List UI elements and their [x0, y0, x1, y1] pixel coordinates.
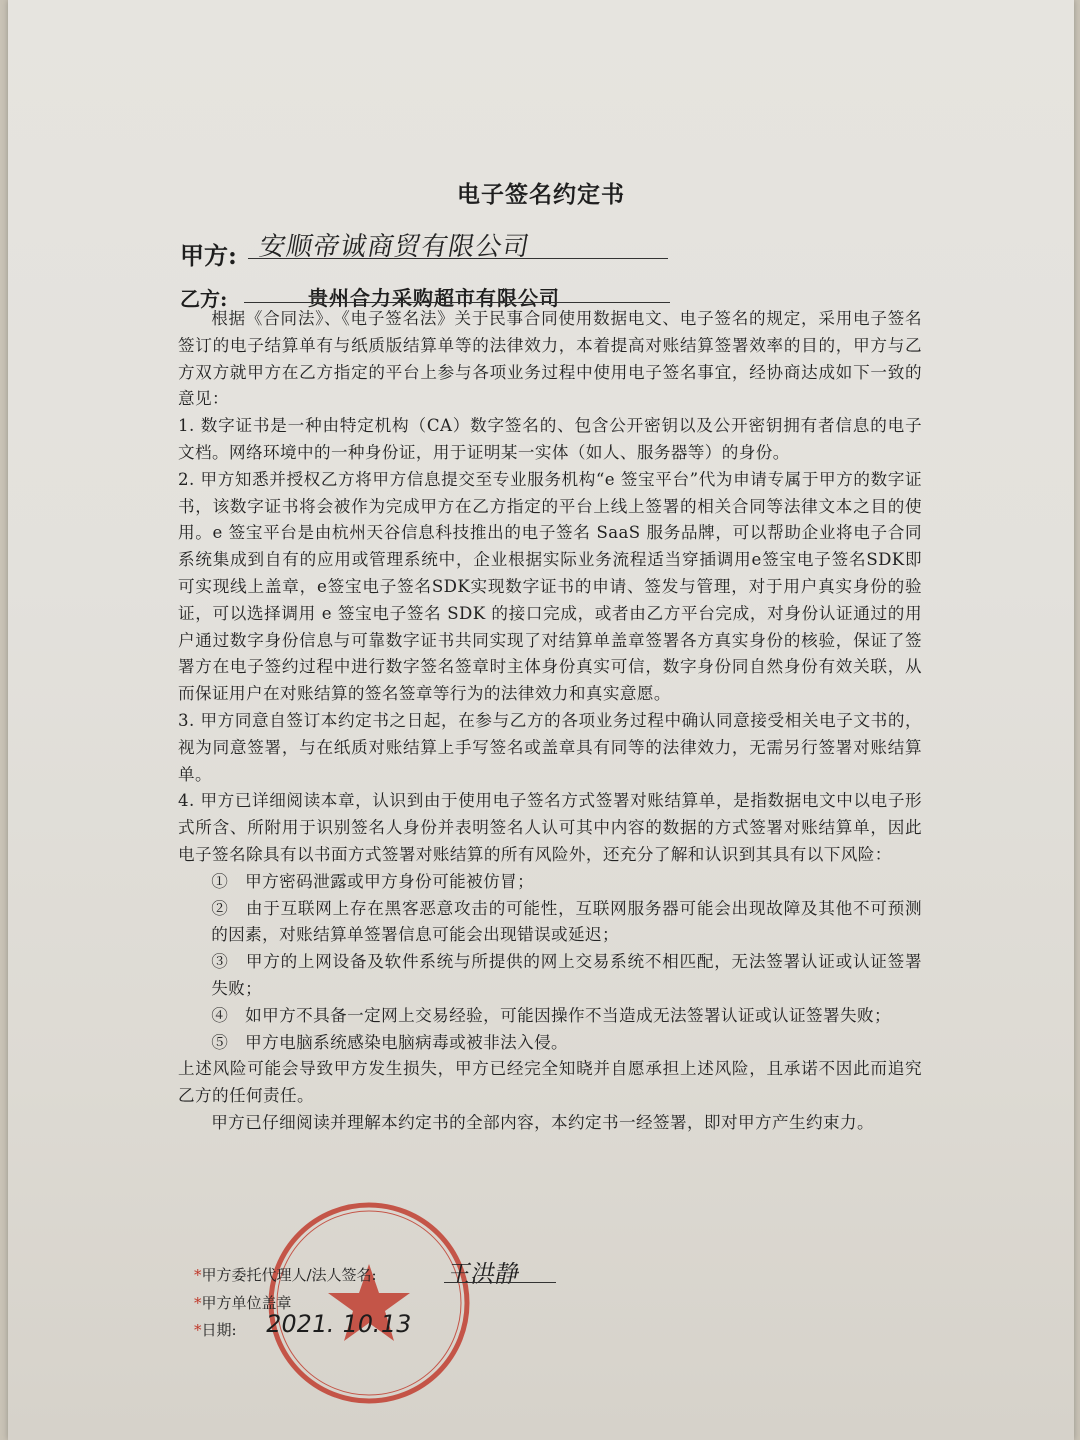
party-a-underline: [248, 258, 668, 259]
date-value: 2021. 10.13: [263, 1310, 414, 1338]
risk-item: ① 甲方密码泄露或甲方身份可能被仿冒；: [211, 871, 535, 891]
clause-2: 2. 甲方知悉并授权乙方将甲方信息提交至专业服务机构“e 签宝平台”代为申请专属于甲方的数字证书，该数字证书将会被作为完成甲方在乙方指定的平台上线上签署的相关合同等法律文本之目的使用。e 签宝平台是由杭州天谷信息科技推出的电子签名 SaaS 服务品牌，可以帮助企业将电子合同系统集成到自有的应用或管理系统中，企业根据实际业务流程适当穿插调用e签宝电子签名SDK即可实现线上盖章，e签宝电子签名SDK实现数字证书的申请、签发与管理，对于用户真实身份的验证，可以选择调用 e 签宝电子签名 SDK 的接口完成，或者由乙方平台完成，对身份认证通过的用户通过数字身份信息与可靠数字证书共同实现了对结算单盖章签署各方真实身份的核验，保证了签署方在电子签约过程中进行数字签名签章时主体身份真实可信，数字身份同自然身份有效关联，从而保证用户在对账结算的签名签章等行为的法律效力和真实意愿。: [178, 469, 922, 704]
company-seal-stamp: [262, 1196, 476, 1410]
clause-4: 4. 甲方已详细阅读本章，认识到由于使用电子签名方式签署对账结算单，是指数据电文中以电子形式所含、所附用于识别签名人身份并表明签名人认可其中内容的数据的方式签署对账结算单，因此电子签名除具有以书面方式签署对账结算的所有风险外，还充分了解和认识到其具有以下风险：: [178, 791, 922, 864]
risk-item: ③ 甲方的上网设备及软件系统与所提供的网上交易系统不相匹配，无法签署认证或认证签署失败；: [211, 952, 922, 998]
signature-underline: [444, 1282, 556, 1283]
risk-item: ② 由于互联网上存在黑客恶意攻击的可能性，互联网服务器可能会出现故障及其他不可预测的因素，对账结算单签署信息可能会出现错误或延迟；: [211, 898, 922, 945]
intro-paragraph: 根据《合同法》、《电子签名法》关于民事合同使用数据电文、电子签名的规定，采用电子签名签订的电子结算单有与纸质版结算单等的法律效力，本着提高对账结算签署效率的目的，甲方与乙方双方就甲方在乙方指定的平台上参与各项业务过程中使用电子签名事宜，经协商达成如下一致的意见：: [178, 309, 922, 409]
conclusion-paragraph: 上述风险可能会导致甲方发生损失，甲方已经完全知晓并自愿承担上述风险，且承诺不因此而追究乙方的任何责任。: [178, 1059, 922, 1106]
date-label: *日期:: [194, 1321, 237, 1339]
party-a-handwritten-name: 安顺帝诚商贸有限公司: [256, 232, 533, 262]
party-b-underline: [244, 302, 670, 303]
required-star-icon: *: [194, 1266, 202, 1284]
seal-label: *甲方单位盖章: [194, 1294, 292, 1312]
required-star-icon: *: [194, 1321, 202, 1339]
clause-1: 1. 数字证书是一种由特定机构（CA）数字签名的、包含公开密钥以及公开密钥拥有者信息的电子文档。网络环境中的一种身份证，用于证明某一实体（如人、服务器等）的身份。: [178, 416, 922, 462]
agreement-body: [178, 306, 922, 1137]
document-title: 电子签名约定书: [457, 181, 625, 208]
risk-item: ④ 如甲方不具备一定网上交易经验，可能因操作不当造成无法签署认证或认证签署失败；: [211, 1005, 891, 1025]
party-a-label: 甲方:: [180, 241, 237, 270]
risk-item: ⑤ 甲方电脑系统感染电脑病毒或被非法入侵。: [211, 1032, 569, 1052]
final-statement: 甲方已仔细阅读并理解本约定书的全部内容，本约定书一经签署，即对甲方产生约束力。: [211, 1112, 874, 1132]
party-b-label: 乙方:: [180, 287, 228, 311]
representative-signature-label: *甲方委托代理人/法人签名:: [194, 1266, 377, 1284]
representative-signature: 王洪静: [444, 1260, 523, 1288]
clause-3: 3. 甲方同意自签订本约定书之日起，在参与乙方的各项业务过程中确认同意接受相关电子文书的，视为同意签署，与在纸质对账结算上手写签名或盖章具有同等的法律效力，无需另行签署对账结算单。: [178, 710, 922, 784]
party-b-name: 贵州合力采购超市有限公司: [308, 286, 560, 310]
document-page: [8, 0, 1074, 1440]
required-star-icon: *: [194, 1294, 202, 1312]
